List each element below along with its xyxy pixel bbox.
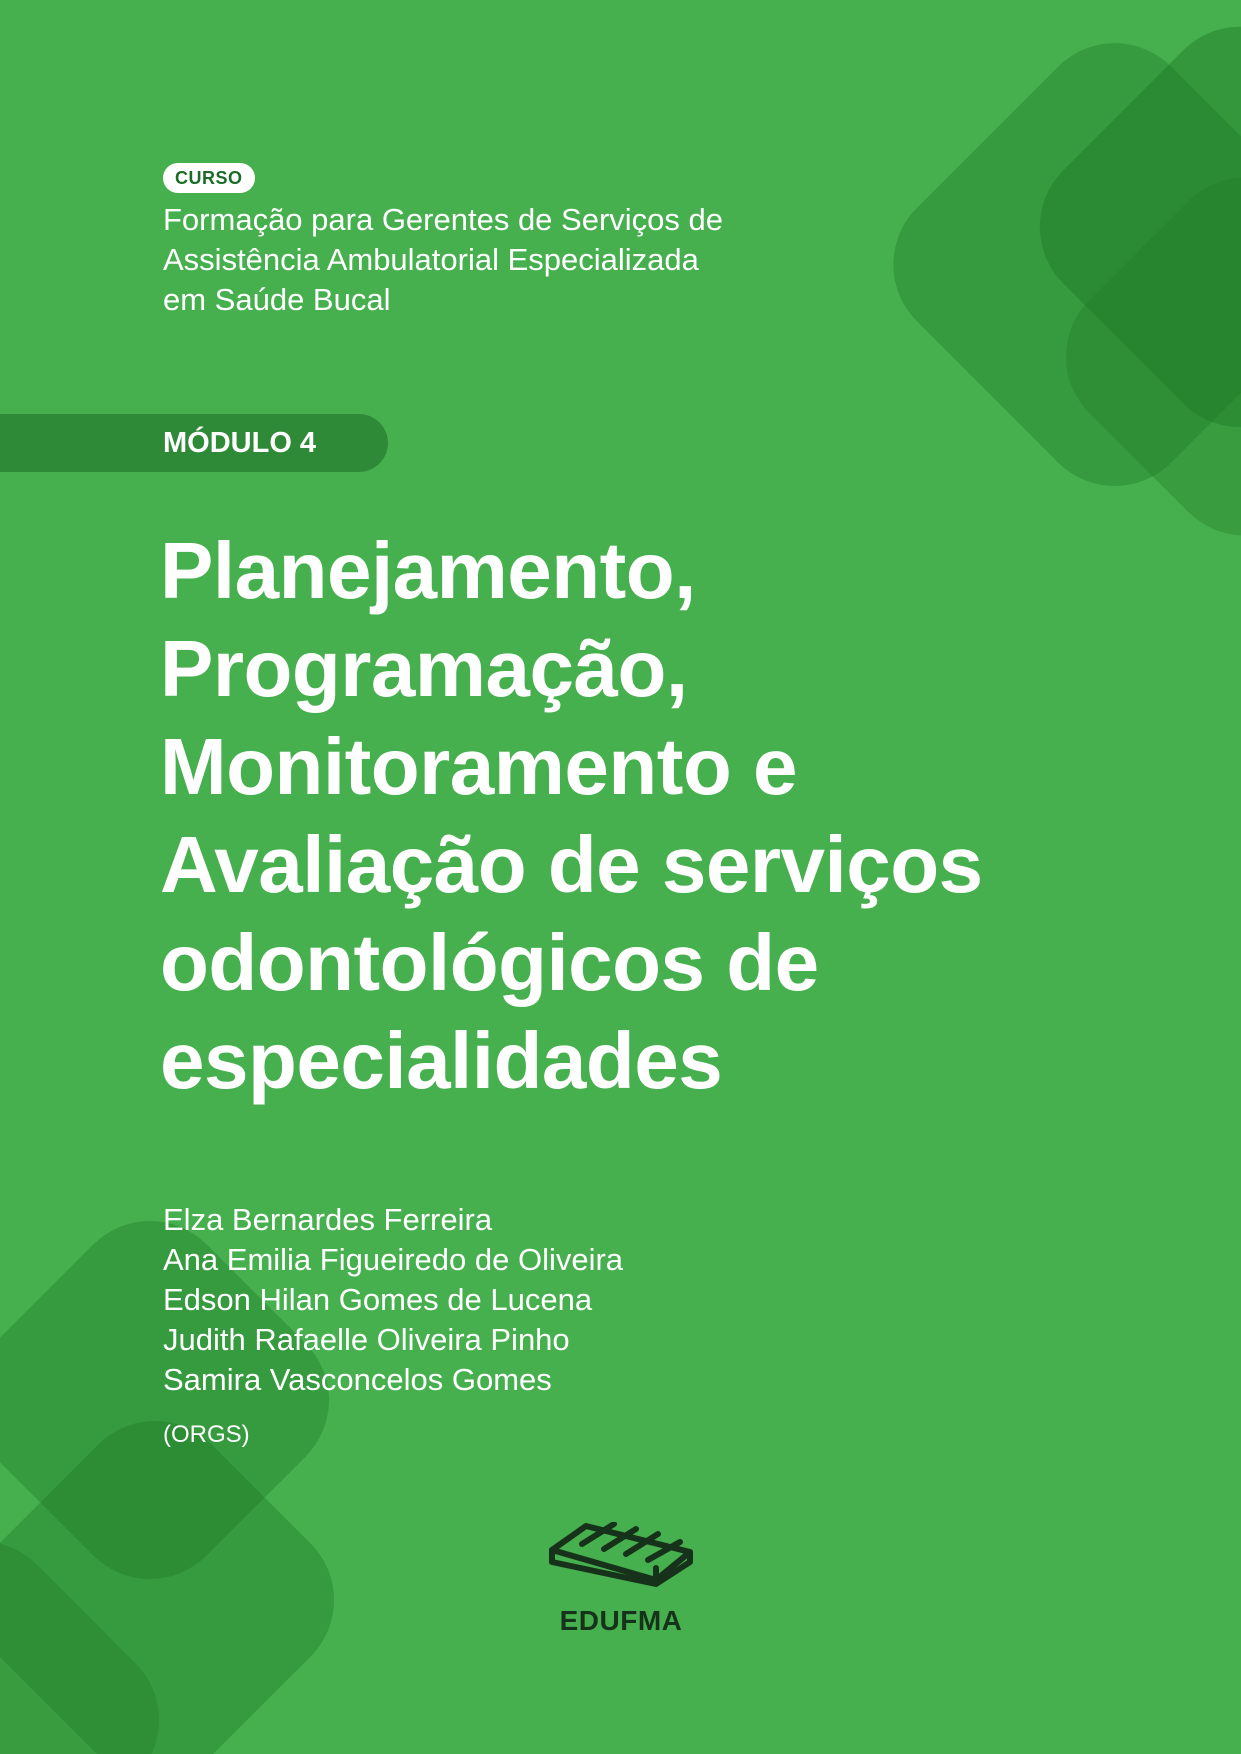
course-title: [163, 200, 1063, 320]
author-name: Samira Vasconcelos Gomes: [163, 1362, 552, 1397]
book-title-line: Planejamento,: [160, 526, 696, 615]
course-title-line: em Saúde Bucal: [163, 282, 391, 317]
book-title: [160, 522, 1220, 1110]
book-title-line: Programação,: [160, 624, 688, 713]
author-name: Judith Rafaelle Oliveira Pinho: [163, 1322, 570, 1357]
course-title-line: Formação para Gerentes de Serviços de: [163, 202, 723, 237]
publisher-name: EDUFMA: [559, 1605, 683, 1636]
edufma-book-logo-icon: [548, 1522, 694, 1588]
author-name: Edson Hilan Gomes de Lucena: [163, 1282, 593, 1317]
book-title-line: Avaliação de serviços: [160, 820, 983, 909]
course-badge: CURSO: [163, 163, 255, 193]
course-title-line: Assistência Ambulatorial Especializada: [163, 242, 699, 277]
module-label: MÓDULO 4: [163, 427, 317, 459]
book-title-line: Monitoramento e: [160, 722, 797, 811]
author-list: [163, 1200, 1063, 1400]
orgs-label: (ORGS): [163, 1421, 250, 1448]
author-name: Ana Emilia Figueiredo de Oliveira: [163, 1242, 624, 1277]
book-title-line: especialidades: [160, 1016, 723, 1105]
book-title-line: odontológicos de: [160, 918, 819, 1007]
author-name: Elza Bernardes Ferreira: [163, 1202, 493, 1237]
